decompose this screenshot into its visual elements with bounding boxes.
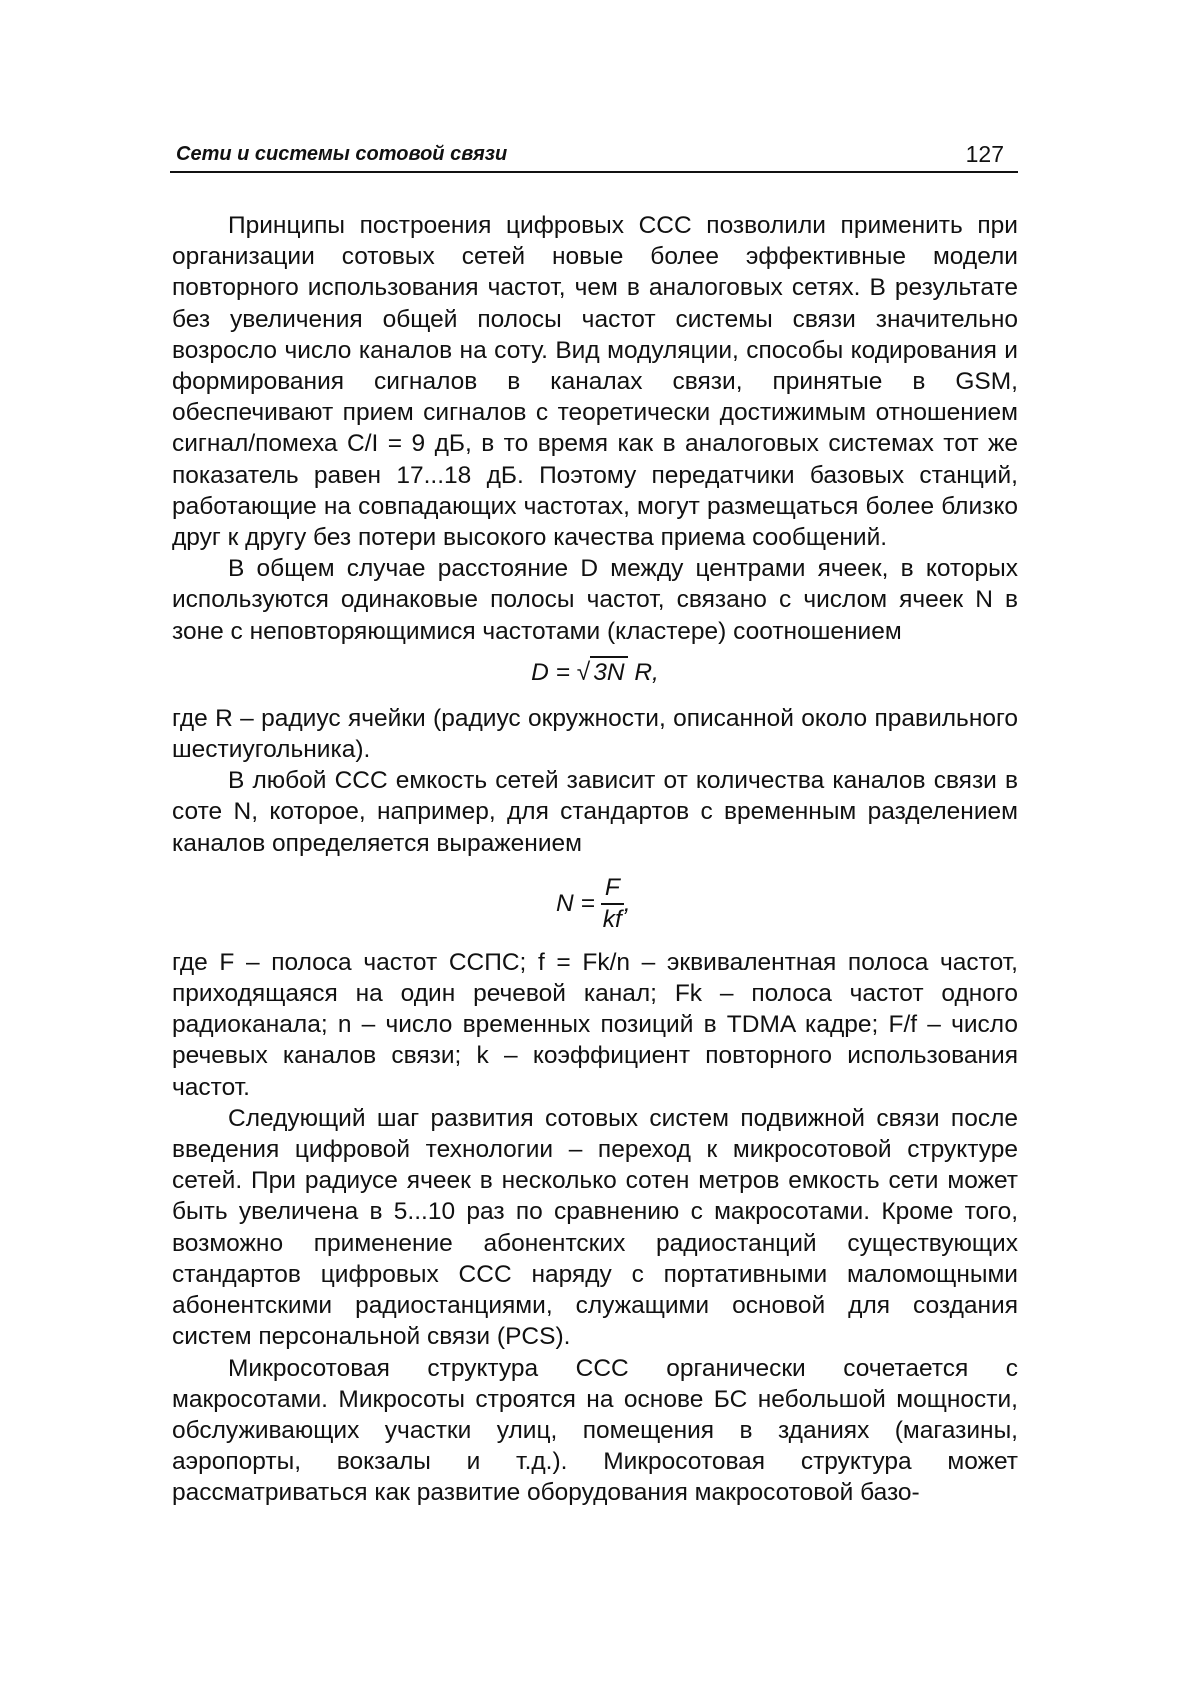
page-number: 127 <box>965 141 1004 167</box>
running-header-title: Сети и системы сотовой связи <box>176 143 508 165</box>
paragraph-5: где F – полоса частот ССПС; f = Fk/n – эквивалентная полоса частот, приходящаяся на один речевой канал; Fk – полоса частот одного радиоканала; n – число временных позиций в TDMA кадре; F/f – число речевых каналов связи; k – коэффициент повторного использования частот. <box>172 948 1018 1101</box>
fraction <box>601 873 624 935</box>
formula-1-radicand: 3N <box>590 656 627 688</box>
paragraph-1: Принципы построения цифровых ССС позволили применить при организации сотовых сетей новые более эффективные модели повторного использования частот, чем в аналоговых сетях. В результате без увеличения общей полосы частот системы связи значительно возросло число каналов на соту. Вид модуляции, способы кодирования и формирования сигналов в каналах связи, принятые в GSM, обеспечивают прием сигналов с теоретически достижимым отношением сигнал/помеха C/I = 9 дБ, в то время как в аналоговых системах тот же показатель равен 17...18 дБ. Поэтому передатчики базовых станций, работающие на совпадающих частотах, могут размещаться более близко друг к другу без потери высокого качества приема сообщений. <box>172 212 1018 552</box>
sqrt-sign: √ <box>576 658 591 686</box>
formula-1-lhs: D = <box>531 658 577 686</box>
formula-1-rhs: R, <box>627 658 659 686</box>
paragraph-2: В общем случае расстояние D между центрами ячеек, в которых используются одинаковые полосы частот, связано с числом ячеек N в зоне с неповторяющимися частотами (кластере) соотношением <box>172 555 1018 645</box>
formula-channel-count <box>172 861 1018 947</box>
paragraph-3: где R – радиус ячейки (радиус окружности, описанной около правильного шестиугольника). <box>172 704 1018 764</box>
fraction-numerator: F <box>601 873 624 905</box>
paragraph-7: Микросотовая структура ССС органически сочетается с макросотами. Микросоты строятся на основе БС небольшой мощности, обслуживающих участки улиц, помещения в зданиях (магазины, аэропорты, вокзалы и т.д.). Микросотовая структура может рассматриваться как развитие оборудования макросотовой базо- <box>172 1354 1018 1507</box>
page-body <box>172 210 1018 1509</box>
fraction-denominator: kf <box>602 905 622 933</box>
running-header <box>170 143 1018 173</box>
paragraph-4: В любой ССС емкость сетей зависит от количества каналов связи в соте N, которое, например, для стандартов с временным разделением каналов определяется выражением <box>172 767 1018 857</box>
formula-2-tail: , <box>623 890 631 918</box>
paragraph-6: Следующий шаг развития сотовых систем подвижной связи после введения цифровой технологии – переход к микросотовой структуре сетей. При радиусе ячеек в несколько сотен метров емкость сети может быть увеличена в 5...10 раз по сравнению с макросотами. Кроме того, возможно применение абонентских радиостанций существующих стандартов цифровых ССС наряду с портативными маломощными абонентскими радиостанциями, служащими основой для создания систем персональной связи (PCS). <box>172 1104 1018 1351</box>
formula-2-lhs: N = <box>556 890 595 918</box>
formula-cluster-distance <box>172 651 1018 695</box>
